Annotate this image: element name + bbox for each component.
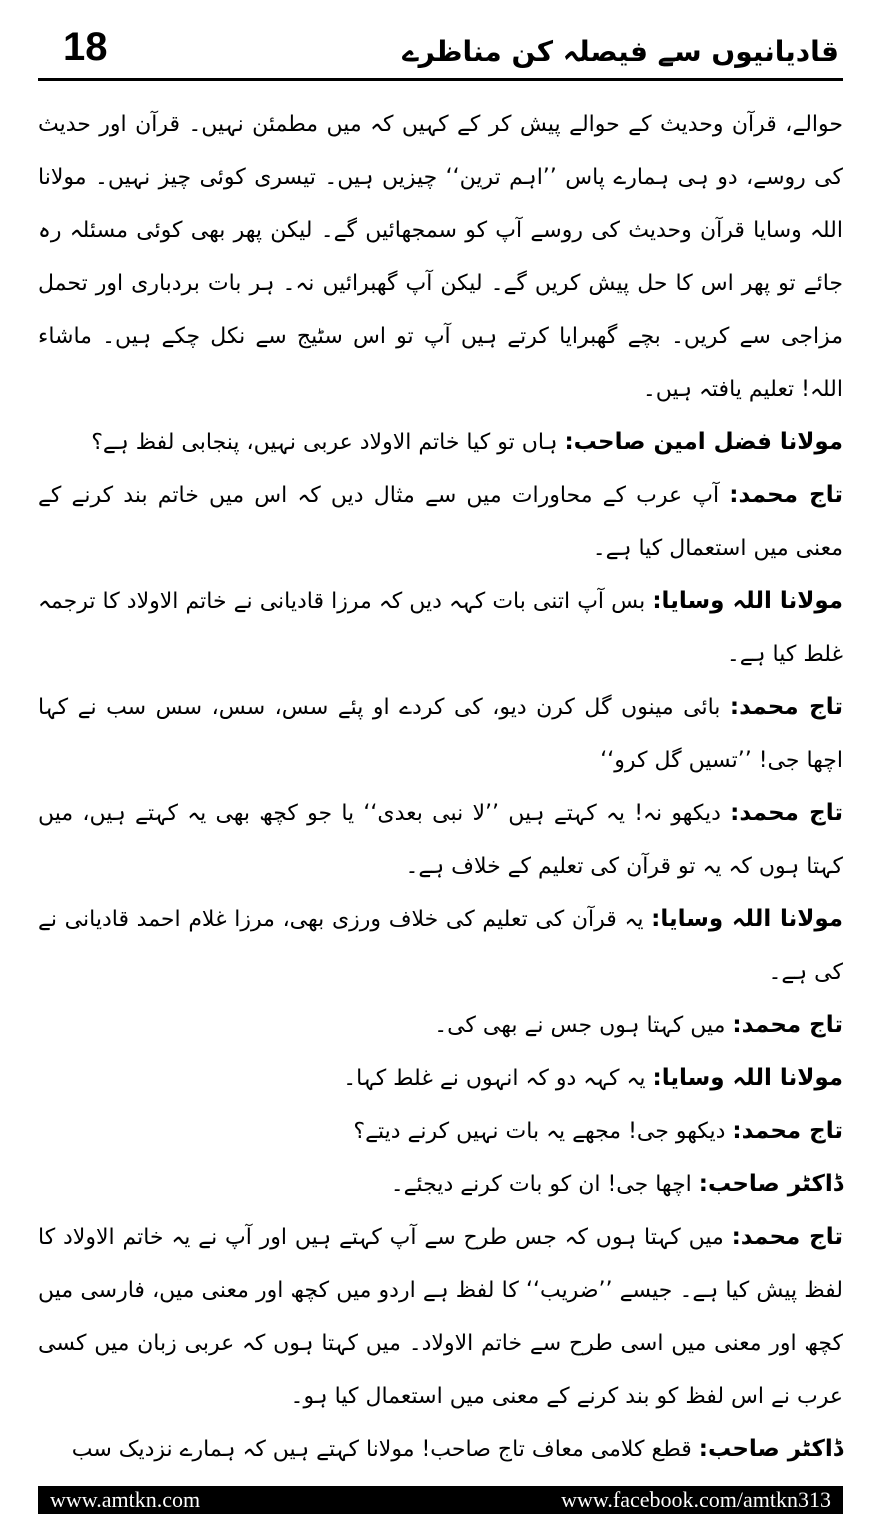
speaker-name: مولانا اللہ وسایا:	[652, 1065, 843, 1091]
dialogue-text: قطع کلامی معاف تاج صاحب! مولانا کہتے ہیں کہ ہمارے نزدیک سب	[71, 1437, 692, 1462]
dialogue-text: آپ عرب کے محاورات میں سے مثال دیں کہ اس میں خاتم بند کرنے کے معنی میں استعمال کیا ہے۔	[38, 483, 843, 561]
speaker-name: مولانا اللہ وسایا:	[652, 588, 843, 614]
speaker-name: تاج محمد:	[732, 1012, 843, 1038]
dialogue-line	[38, 999, 843, 1052]
dialogue-line	[38, 1423, 843, 1476]
speaker-name: تاج محمد:	[731, 1224, 843, 1250]
dialogue-text: یہ قرآن کی تعلیم کی خلاف ورزی بھی، مرزا غلام احمد قادیانی نے کی ہے۔	[38, 907, 843, 985]
paragraph-text: حوالے، قرآن وحدیث کے حوالے پیش کر کے کہیں کہ میں مطمئن نہیں۔ قرآن اور حدیث کی روسے، دو ہی ہمارے پاس ’’اہم ترین‘‘ چیزیں ہیں۔ تیسری کوئی چیز نہیں۔ مولانا اللہ وسایا قرآن وحدیث کی روسے آپ کو سمجھائیں گے۔ لیکن پھر بھی کوئی مسئلہ رہ جائے تو پھر اس کا حل پیش کریں گے۔ لیکن آپ گھبرائیں نہ۔ ہر بات بردباری اور تحمل مزاجی سے کریں۔ بچے گھبرایا کرتے ہیں آپ تو اس سٹیج سے نکل چکے ہیں۔ ماشاء اللہ! تعلیم یافتہ ہیں۔	[38, 112, 843, 402]
header-divider	[38, 78, 843, 81]
dialogue-text: یہ کہہ دو کہ انہوں نے غلط کہا۔	[343, 1066, 646, 1091]
dialogue-line	[38, 787, 843, 893]
dialogue-line	[38, 416, 843, 469]
speaker-name: ڈاکٹر صاحب:	[698, 1171, 843, 1197]
dialogue-line	[38, 1052, 843, 1105]
page-footer	[38, 1486, 843, 1514]
speaker-name: تاج محمد:	[729, 694, 843, 720]
dialogue-line	[38, 1211, 843, 1423]
page-number: 18	[63, 25, 108, 69]
dialogue-line	[38, 575, 843, 681]
facebook-link[interactable]: www.facebook.com/amtkn313	[561, 1487, 831, 1512]
dialogue-text: میں کہتا ہوں کہ جس طرح سے آپ کہتے ہیں اور آپ نے یہ خاتم الاولاد کا لفظ پیش کیا ہے۔ جیسے ’’ضریب‘‘ کا لفظ ہے اردو میں کچھ اور معنی میں، فارسی میں کچھ اور معنی میں اسی طرح سے خاتم الاولاد۔ میں کہتا ہوں کہ عربی زبان میں کسی عرب نے اس لفظ کو بند کرنے کے معنی میں استعمال کیا ہو۔	[38, 1225, 843, 1409]
speaker-name: تاج محمد:	[730, 800, 844, 826]
speaker-name: مولانا فضل امین صاحب:	[564, 429, 843, 455]
website-link[interactable]: www.amtkn.com	[50, 1487, 201, 1512]
dialogue-text: بس آپ اتنی بات کہہ دیں کہ مرزا قادیانی نے خاتم الاولاد کا ترجمہ غلط کیا ہے۔	[38, 589, 843, 667]
dialogue-text: اچھا جی! ان کو بات کرنے دیجئے۔	[390, 1172, 692, 1197]
dialogue-line	[38, 469, 843, 575]
dialogue-line	[38, 1158, 843, 1211]
speaker-name: ڈاکٹر صاحب:	[698, 1436, 843, 1462]
dialogue-text: دیکھو جی! مجھے یہ بات نہیں کرنے دیتے؟	[353, 1119, 726, 1144]
book-title: قادیانیوں سے فیصلہ کن مناظرے	[402, 35, 839, 68]
dialogue-line	[38, 681, 843, 787]
dialogue-text: بائی مینوں گل کرن دیو، کی کردے او پئے سس، سس، سس سب نے کہا اچھا جی! ’’تسیں گل کرو‘‘	[38, 695, 843, 773]
dialogue-text: میں کہتا ہوں جس نے بھی کی۔	[434, 1013, 726, 1038]
speaker-name: تاج محمد:	[732, 1118, 843, 1144]
speaker-name: تاج محمد:	[729, 482, 844, 508]
dialogue-line	[38, 1105, 843, 1158]
dialogue-text: ہاں تو کیا خاتم الاولاد عربی نہیں، پنجابی لفظ ہے؟	[91, 430, 558, 455]
dialogue-text: دیکھو نہ! یہ کہتے ہیں ’’لا نبی بعدی‘‘ یا جو کچھ بھی یہ کہتے ہیں، میں کہتا ہوں کہ یہ تو قرآن کی تعلیم کے خلاف ہے۔	[38, 801, 843, 879]
paragraph	[38, 98, 843, 416]
dialogue-line	[38, 893, 843, 999]
page-body	[38, 98, 844, 1462]
speaker-name: مولانا اللہ وسایا:	[651, 906, 844, 932]
page-header	[38, 10, 843, 90]
